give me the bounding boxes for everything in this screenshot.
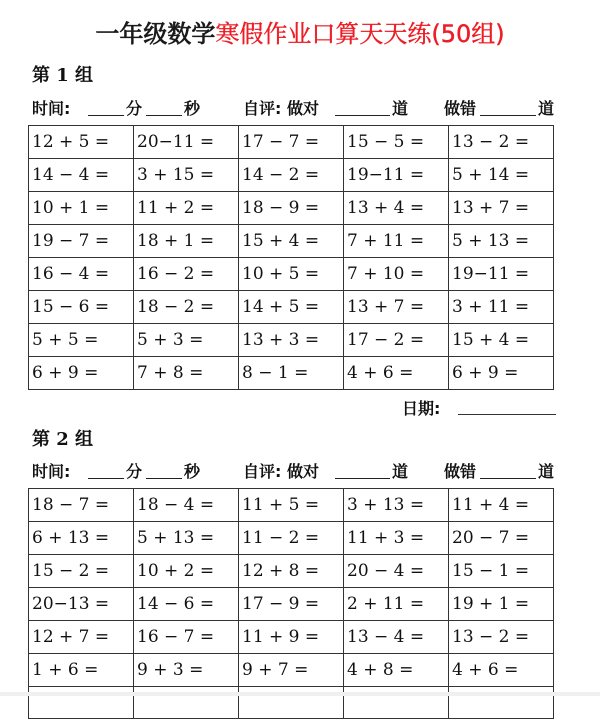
table-row — [29, 126, 554, 159]
problem-cell[interactable]: 20 − 4 = — [344, 555, 449, 588]
problem-cell[interactable]: 11 + 5 = — [239, 489, 344, 522]
group-1-meta-row — [32, 97, 562, 121]
title-black-part: 一年级数学 — [95, 20, 216, 48]
problem-cell[interactable]: 11 − 2 = — [239, 522, 344, 555]
problem-cell[interactable]: 10 + 5 = — [239, 258, 344, 291]
problem-cell[interactable]: 12 + 7 = — [29, 621, 134, 654]
date-blank[interactable] — [458, 414, 556, 415]
time-label: 时间: — [32, 99, 71, 118]
table-row — [29, 324, 554, 357]
problem-cell[interactable]: 3 + 11 = — [449, 291, 554, 324]
problem-cell[interactable]: 15 − 1 = — [449, 555, 554, 588]
problem-cell[interactable]: 7 + 10 = — [344, 258, 449, 291]
problem-cell[interactable]: 4 + 8 = — [344, 654, 449, 687]
table-row — [29, 522, 554, 555]
seconds-blank[interactable] — [146, 97, 182, 116]
time-label: 时间: — [32, 462, 71, 481]
problem-cell[interactable]: 18 − 4 = — [134, 489, 239, 522]
problem-cell[interactable]: 3 + 13 = — [344, 489, 449, 522]
table-row — [29, 258, 554, 291]
problem-cell[interactable]: 4 + 6 = — [449, 654, 554, 687]
problem-cell[interactable]: 6 + 13 = — [29, 522, 134, 555]
problem-cell[interactable]: 16 − 2 = — [134, 258, 239, 291]
seconds-blank[interactable] — [146, 460, 182, 479]
problem-cell[interactable]: 18 − 2 = — [134, 291, 239, 324]
problem-cell[interactable]: 17 − 2 = — [344, 324, 449, 357]
problem-cell[interactable]: 14 + 5 = — [239, 291, 344, 324]
table-row — [29, 159, 554, 192]
problem-cell[interactable]: 19−11 = — [449, 258, 554, 291]
table-row — [29, 357, 554, 390]
date-label: 日期: — [402, 399, 441, 418]
wrong-unit-label: 道 — [538, 462, 555, 481]
problem-cell[interactable]: 5 + 13 = — [134, 522, 239, 555]
problem-cell[interactable]: 7 + 11 = — [344, 225, 449, 258]
group-2-title: 第 2 组 — [32, 429, 94, 450]
page-bottom-edge — [0, 692, 600, 696]
problem-cell[interactable]: 14 − 4 = — [29, 159, 134, 192]
problem-cell[interactable]: 20−11 = — [134, 126, 239, 159]
problem-cell[interactable]: 16 − 4 = — [29, 258, 134, 291]
problem-cell[interactable]: 13 − 2 = — [449, 126, 554, 159]
self-eval-label: 自评: 做对 — [243, 462, 319, 481]
problem-cell[interactable]: 6 + 9 = — [29, 357, 134, 390]
title-red-part: 寒假作业口算天天练(50组) — [215, 20, 505, 48]
correct-unit-label: 道 — [392, 99, 409, 118]
problem-cell[interactable]: 8 − 1 = — [239, 357, 344, 390]
table-row — [29, 654, 554, 687]
correct-unit-label: 道 — [392, 462, 409, 481]
table-row — [29, 588, 554, 621]
problem-cell[interactable]: 9 + 7 = — [239, 654, 344, 687]
wrong-label: 做错 — [444, 462, 477, 481]
minutes-label: 分 — [126, 462, 143, 481]
problem-cell[interactable]: 5 + 13 = — [449, 225, 554, 258]
group-1-problem-table — [28, 125, 554, 390]
problem-cell[interactable]: 15 + 4 = — [239, 225, 344, 258]
problem-cell[interactable]: 20−13 = — [29, 588, 134, 621]
problem-cell[interactable]: 18 + 1 = — [134, 225, 239, 258]
problem-cell[interactable]: 4 + 6 = — [344, 357, 449, 390]
table-row — [29, 621, 554, 654]
minutes-blank[interactable] — [88, 460, 124, 479]
problem-cell[interactable]: 5 + 3 = — [134, 324, 239, 357]
problem-cell[interactable]: 19 − 7 = — [29, 225, 134, 258]
problem-cell[interactable]: 10 + 2 = — [134, 555, 239, 588]
group-1-title: 第 1 组 — [32, 65, 94, 86]
wrong-label: 做错 — [444, 99, 477, 118]
problem-cell[interactable]: 17 − 9 = — [239, 588, 344, 621]
minutes-label: 分 — [126, 99, 143, 118]
wrong-count-blank[interactable] — [480, 460, 536, 479]
problem-cell[interactable]: 11 + 9 = — [239, 621, 344, 654]
problem-cell[interactable]: 13 + 3 = — [239, 324, 344, 357]
table-row — [29, 555, 554, 588]
problem-cell[interactable]: 5 + 5 = — [29, 324, 134, 357]
wrong-unit-label: 道 — [538, 99, 555, 118]
problem-cell[interactable]: 15 − 5 = — [344, 126, 449, 159]
correct-count-blank[interactable] — [335, 97, 390, 116]
problem-cell[interactable]: 2 + 11 = — [344, 588, 449, 621]
group-2-problem-table — [28, 488, 554, 719]
problem-cell[interactable]: 18 − 7 = — [29, 489, 134, 522]
problem-cell[interactable]: 13 − 2 = — [449, 621, 554, 654]
problem-cell[interactable]: 10 + 1 = — [29, 192, 134, 225]
table-row — [29, 489, 554, 522]
problem-cell[interactable]: 11 + 4 = — [449, 489, 554, 522]
seconds-label: 秒 — [184, 462, 201, 481]
problem-cell[interactable]: 18 − 9 = — [239, 192, 344, 225]
problem-cell[interactable]: 16 − 7 = — [134, 621, 239, 654]
problem-cell[interactable]: 19 + 1 = — [449, 588, 554, 621]
seconds-label: 秒 — [184, 99, 201, 118]
problem-cell[interactable]: 14 − 6 = — [134, 588, 239, 621]
table-row — [29, 291, 554, 324]
problem-cell[interactable]: 1 + 6 = — [29, 654, 134, 687]
wrong-count-blank[interactable] — [480, 97, 536, 116]
problem-cell[interactable]: 9 + 3 = — [134, 654, 239, 687]
problem-cell[interactable]: 13 + 7 = — [344, 291, 449, 324]
correct-count-blank[interactable] — [335, 460, 390, 479]
problem-cell[interactable]: 5 + 14 = — [449, 159, 554, 192]
worksheet-title — [0, 18, 600, 50]
problem-cell[interactable]: 20 − 7 = — [449, 522, 554, 555]
table-row — [29, 192, 554, 225]
problem-cell[interactable]: 13 − 4 = — [344, 621, 449, 654]
problem-cell[interactable]: 3 + 15 = — [134, 159, 239, 192]
self-eval-label: 自评: 做对 — [243, 99, 319, 118]
problem-cell[interactable]: 17 − 7 = — [239, 126, 344, 159]
problem-cell[interactable]: 11 + 2 = — [134, 192, 239, 225]
problem-cell[interactable]: 12 + 5 = — [29, 126, 134, 159]
problem-cell[interactable]: 13 + 7 = — [449, 192, 554, 225]
problem-cell[interactable]: 12 + 8 = — [239, 555, 344, 588]
problem-cell[interactable]: 15 − 6 = — [29, 291, 134, 324]
minutes-blank[interactable] — [88, 97, 124, 116]
problem-cell[interactable]: 15 + 4 = — [449, 324, 554, 357]
problem-cell[interactable]: 14 − 2 = — [239, 159, 344, 192]
table-row — [29, 225, 554, 258]
problem-cell[interactable]: 11 + 3 = — [344, 522, 449, 555]
problem-cell[interactable]: 7 + 8 = — [134, 357, 239, 390]
group-2-meta-row — [32, 460, 562, 484]
problem-cell[interactable]: 6 + 9 = — [449, 357, 554, 390]
problem-cell[interactable]: 19−11 = — [344, 159, 449, 192]
problem-cell[interactable]: 13 + 4 = — [344, 192, 449, 225]
problem-cell[interactable]: 15 − 2 = — [29, 555, 134, 588]
